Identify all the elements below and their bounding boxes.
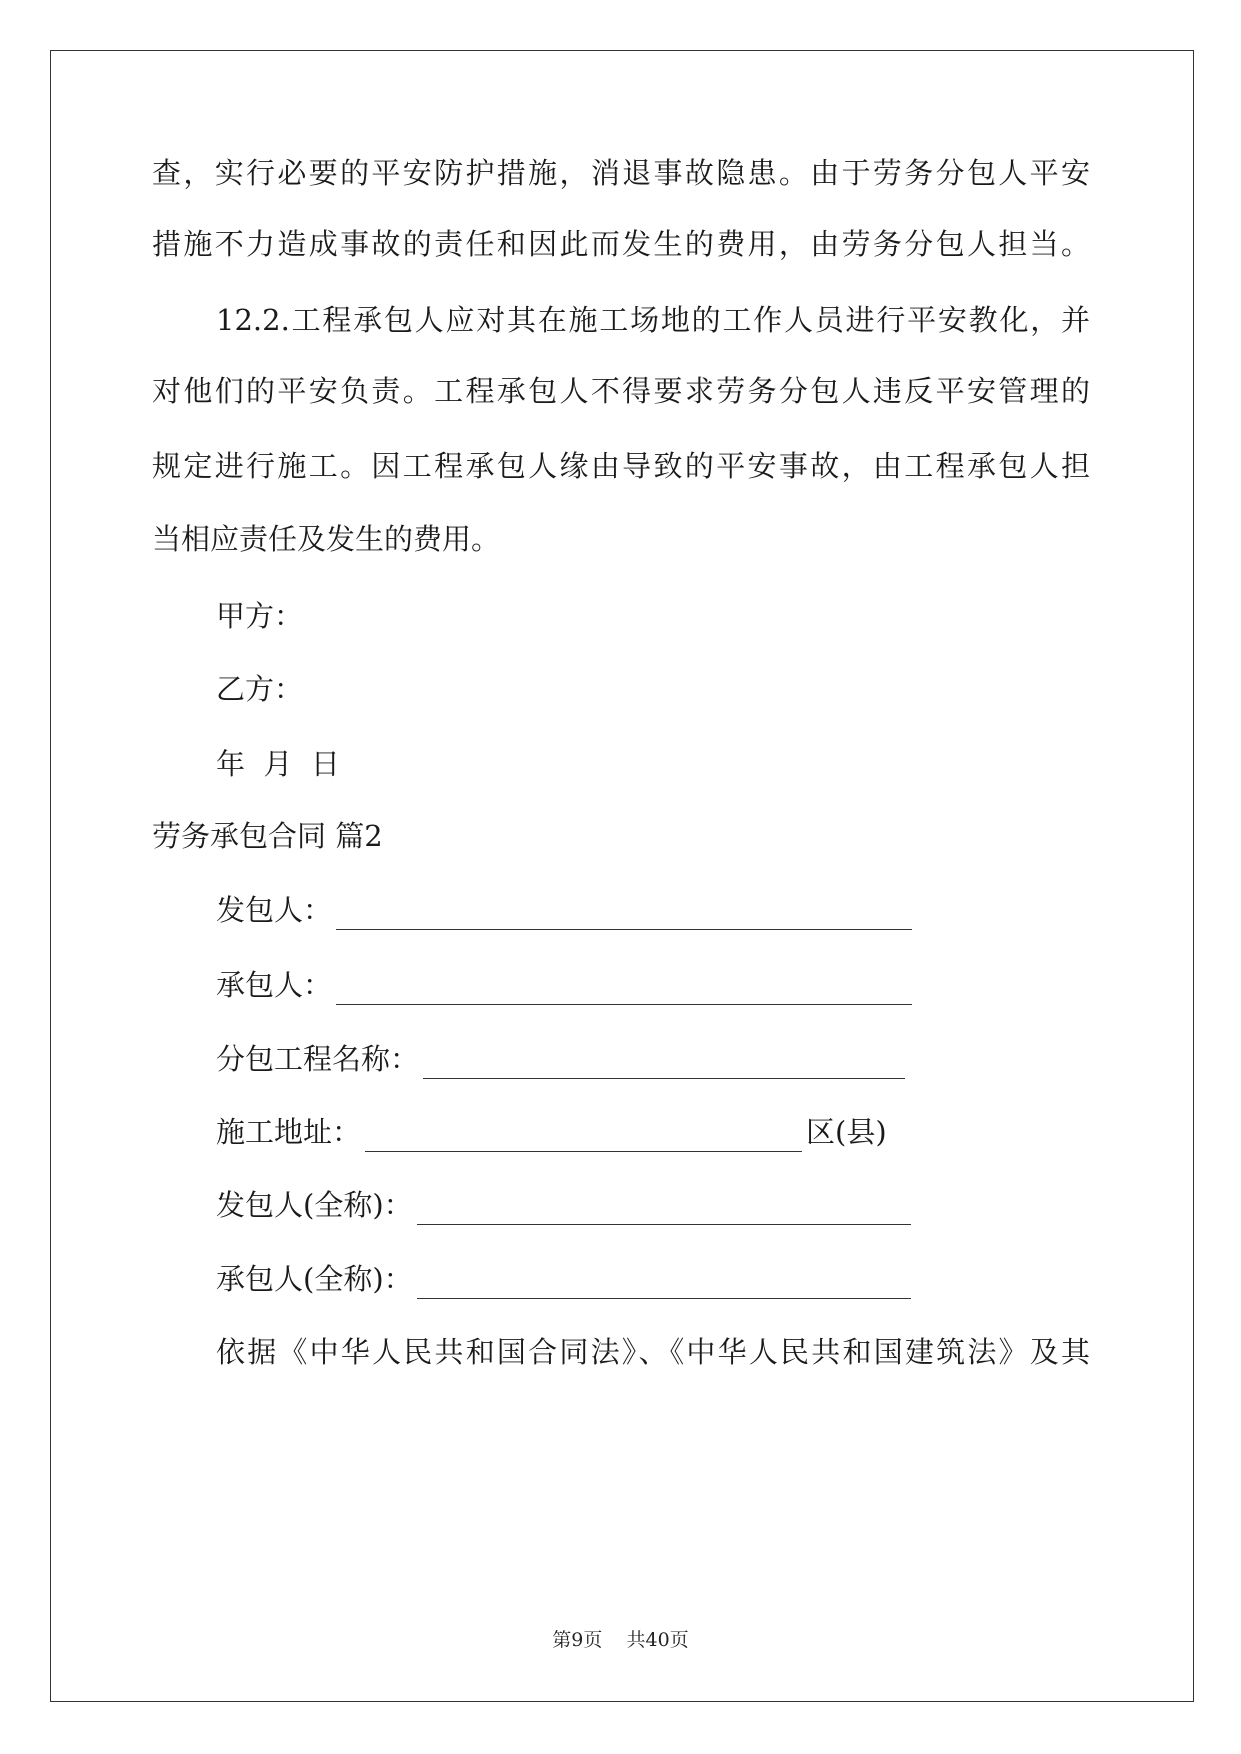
blank-line [365,1121,802,1152]
date-label: 年 月 日 [216,747,340,781]
paragraph-last-line: 依据《中华人民共和国合同法》、《中华人民共和国建筑法》及其 [216,1335,1090,1369]
blank-line [423,1048,905,1079]
field-label: 承包人(全称)： [216,1262,413,1296]
field-label: 分包工程名称： [216,1042,420,1076]
section-title: 劳务承包合同 篇2 [152,819,383,853]
field-site-address [216,1112,887,1152]
blank-line [417,1194,911,1225]
field-issuer-full [216,1185,911,1225]
party-a-label: 甲方： [216,599,304,633]
page-footer [0,1628,1241,1652]
blank-line [417,1268,911,1299]
blank-line [336,974,912,1005]
field-label: 承包人： [216,968,333,1002]
paragraph-line-4: 对他们的平安负责。工程承包人不得要求劳务分包人违反平安管理的 [152,374,1090,408]
paragraph-line-6: 当相应责任及发生的费用。 [152,522,501,556]
paragraph-line-1: 查，实行必要的平安防护措施，消退事故隐患。由于劳务分包人平安 [152,156,1090,190]
blank-line [336,899,912,930]
field-label: 施工地址： [216,1115,362,1149]
paragraph-line-3: 12.2.工程承包人应对其在施工场地的工作人员进行平安教化，并 [216,303,1090,337]
page-number: 第9页 共40页 [552,1629,689,1651]
paragraph-line-2: 措施不力造成事故的责任和因此而发生的费用，由劳务分包人担当。 [152,227,1090,261]
paragraph-line-5: 规定进行施工。因工程承包人缘由导致的平安事故，由工程承包人担 [152,449,1090,483]
field-label: 发包人： [216,893,333,927]
page-border [50,50,1194,1702]
field-project-name [216,1039,905,1079]
field-label: 发包人(全称)： [216,1188,413,1222]
field-contractor [216,965,912,1005]
field-contractor-issuer [216,890,912,930]
field-suffix: 区(县) [806,1115,887,1149]
field-contractor-full [216,1259,911,1299]
party-b-label: 乙方： [216,672,304,706]
